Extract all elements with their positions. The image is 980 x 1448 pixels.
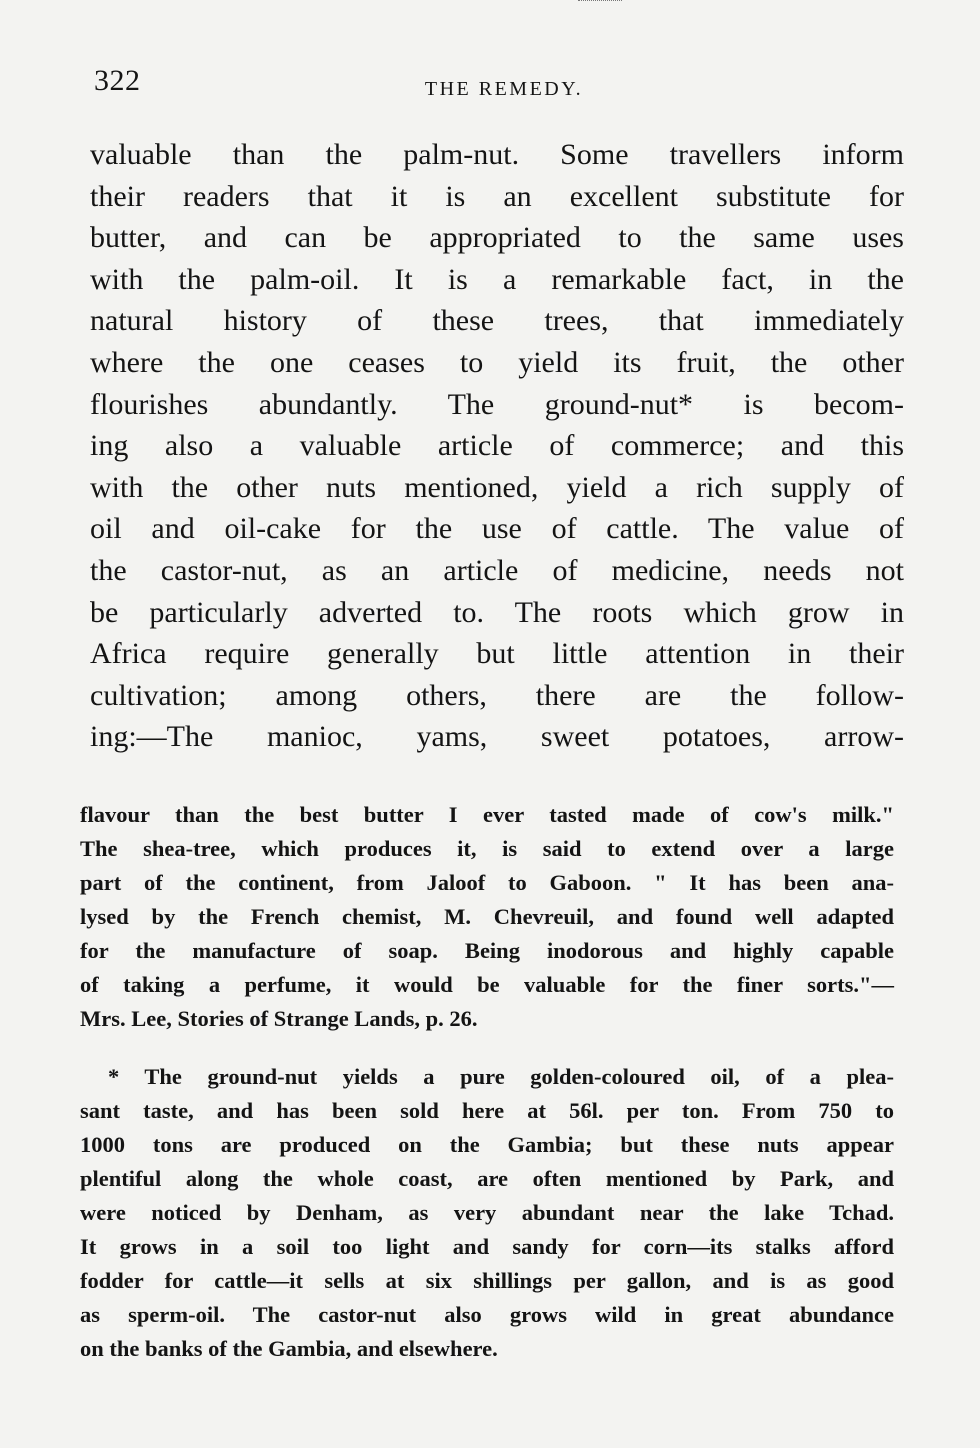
footnote-line: Mrs. Lee, Stories of Strange Lands, p. 26.	[80, 1006, 478, 1031]
footnote-line: fodder for cattle—it sells at six shillings per gallon, and is as good	[80, 1268, 894, 1293]
main-text	[90, 134, 904, 758]
footnote-line: on the banks of the Gambia, and elsewhere.	[80, 1336, 498, 1361]
text-line: be particularly adverted to. The roots which grow in	[90, 595, 904, 629]
footnote-line: were noticed by Denham, as very abundant near the lake Tchad.	[80, 1200, 894, 1225]
footnote-line: for the manufacture of soap. Being inodorous and highly capable	[80, 938, 894, 963]
footnote-line: part of the continent, from Jaloof to Gaboon. " It has been ana-	[80, 870, 894, 895]
footnote-line: sant taste, and has been sold here at 56l. per ton. From 750 to	[80, 1098, 894, 1123]
footnote-line: as sperm-oil. The castor-nut also grows wild in great abundance	[80, 1302, 894, 1327]
text-line: the castor-nut, as an article of medicine, needs not	[90, 553, 904, 587]
footnote-line: It grows in a soil too light and sandy for corn—its stalks afford	[80, 1234, 894, 1259]
footnote-line: flavour than the best butter I ever tasted made of cow's milk."	[80, 802, 894, 827]
text-line: Africa require generally but little attention in their	[90, 637, 904, 671]
footnote-continued	[80, 798, 894, 1036]
page-number: 322	[94, 64, 141, 97]
footnote-line: 1000 tons are produced on the Gambia; but these nuts appear	[80, 1132, 894, 1157]
text-line: with the other nuts mentioned, yield a rich supply of	[90, 470, 904, 504]
text-line: their readers that it is an excellent substitute for	[90, 179, 904, 213]
footnote-star	[80, 1060, 894, 1366]
text-line: ing:—The manioc, yams, sweet potatoes, arrow-	[90, 720, 904, 754]
footnote-line: * The ground-nut yields a pure golden-coloured oil, of a plea-	[108, 1064, 894, 1089]
text-line: flourishes abundantly. The ground-nut* is becom-	[90, 387, 904, 421]
text-line: oil and oil-cake for the use of cattle. The value of	[90, 512, 904, 546]
text-line: natural history of these trees, that immediately	[90, 304, 904, 338]
footnote-line: lysed by the French chemist, M. Chevreuil, and found well adapted	[80, 904, 894, 929]
text-line: with the palm-oil. It is a remarkable fact, in the	[90, 262, 904, 296]
footnote-line: of taking a perfume, it would be valuable for the finer sorts."—	[80, 972, 894, 997]
text-line: cultivation; among others, there are the follow-	[90, 678, 904, 712]
text-line: ing also a valuable article of commerce; and this	[90, 429, 904, 463]
running-title: THE REMEDY.	[424, 78, 584, 100]
footnote-line: plentiful along the whole coast, are often mentioned by Park, and	[80, 1166, 894, 1191]
text-line: where the one ceases to yield its fruit, the other	[90, 345, 904, 379]
footnote-line: The shea-tree, which produces it, is said to extend over a large	[80, 836, 894, 861]
page-header	[94, 64, 904, 104]
text-line: valuable than the palm-nut. Some travellers inform	[90, 138, 904, 171]
text-line: butter, and can be appropriated to the same uses	[90, 221, 904, 255]
print-mark	[578, 0, 622, 7]
